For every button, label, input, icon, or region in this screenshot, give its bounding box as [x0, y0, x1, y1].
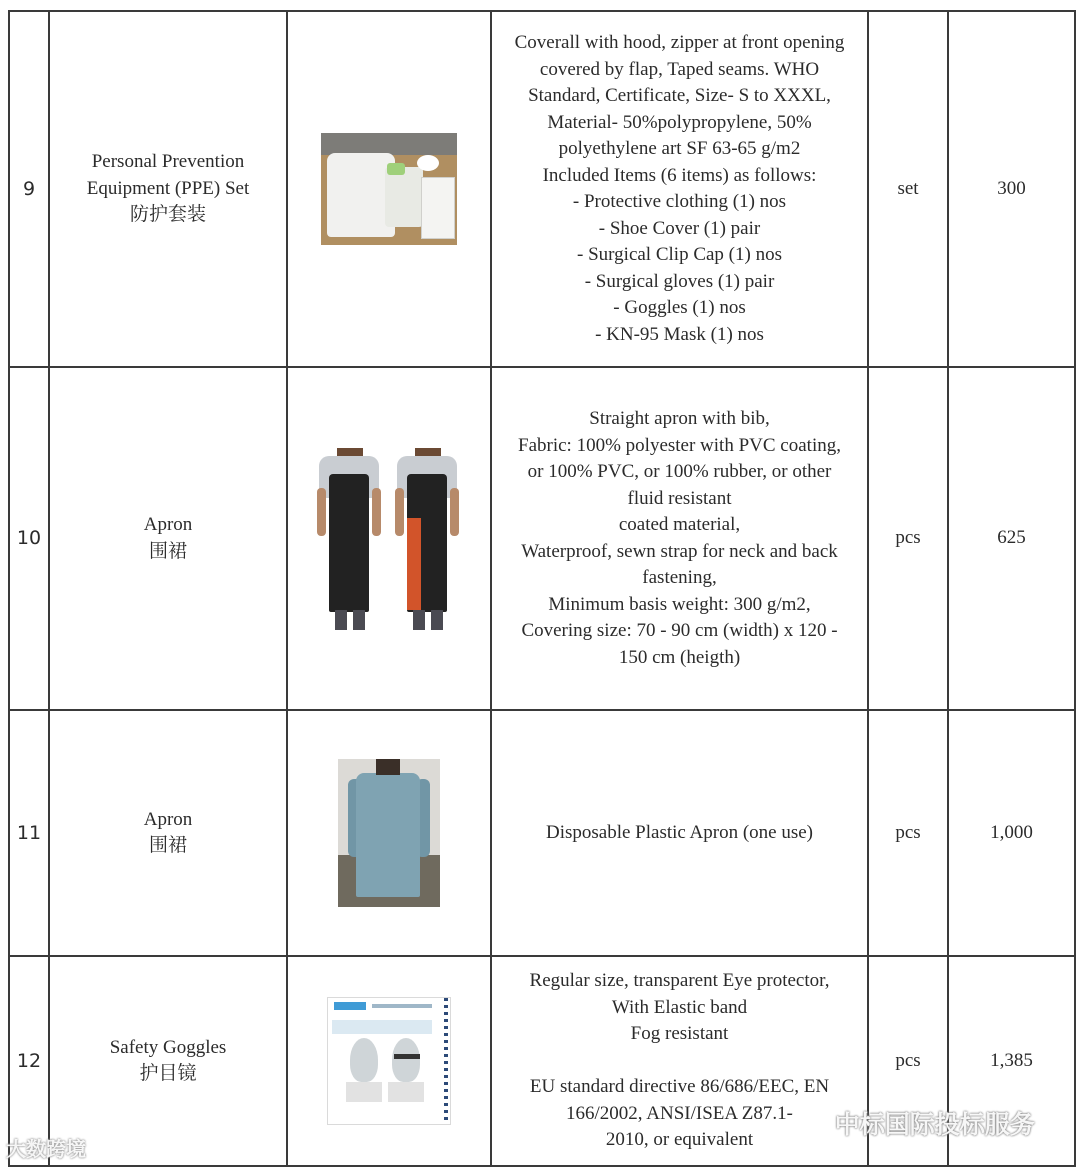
- item-quantity: 1,000: [948, 710, 1075, 956]
- item-name: [49, 11, 287, 367]
- item-photo-cell: [287, 11, 491, 367]
- item-name-cn: 防护套装: [129, 204, 206, 226]
- black-pvc-apron-photo: [315, 448, 463, 630]
- item-unit: pcs: [868, 367, 948, 710]
- item-quantity: 1,385: [948, 956, 1075, 1166]
- watermark-right: [790, 1105, 1035, 1142]
- item-description: Coverall with hood, zipper at front opening covered by flap, Taped seams. WHO Standard, Certificate, Size- S to XXXL, Material- 50%polypropylene, 50% polyethylene art SF 63-65 g/m2 Included Items (6 items) as follows: - Protective clothing (1) nos - Shoe Cover (1) pair - Surgical Clip Cap (1) nos - Surgical gloves (1) pair - Goggles (1) nos - KN-95 Mask (1) nos: [491, 11, 868, 367]
- item-unit: set: [868, 11, 948, 367]
- item-unit: pcs: [868, 710, 948, 956]
- item-name-en: Apron: [143, 514, 193, 535]
- item-photo-cell: [287, 956, 491, 1166]
- table-row: [9, 11, 1075, 367]
- item-name-en: Apron: [143, 808, 193, 830]
- item-number: 10: [9, 367, 49, 710]
- item-description: Straight apron with bib, Fabric: 100% polyester with PVC coating, or 100% PVC, or 100% rubber, or other fluid resistant coated material, Waterproof, sewn strap for neck and back fastening, Minimum basis weight: 300 g/m2, Covering size: 70 - 90 cm (width) x 120 - 150 cm (heigth): [491, 367, 868, 710]
- safety-goggles-photo: [327, 997, 451, 1125]
- ppe-kit-photo: [321, 133, 457, 245]
- items-table: [8, 10, 1076, 1167]
- item-unit: pcs: [868, 956, 948, 1166]
- item-number: 9: [9, 11, 49, 367]
- item-photo-cell: [287, 367, 491, 710]
- item-quantity: 625: [948, 367, 1075, 710]
- item-name-en: Safety Goggles: [109, 1036, 227, 1058]
- watermark-right-text: 中标国际投标服务: [834, 1110, 1035, 1139]
- item-description: Regular size, transparent Eye protector, With Elastic band Fog resistant EU standard directive 86/686/EEC, EN 166/2002, ANSI/ISEA Z87.1- 2010, or equivalent: [491, 956, 868, 1166]
- item-name: [49, 710, 287, 956]
- table-row: [9, 710, 1075, 956]
- item-number: 12: [9, 956, 49, 1166]
- watermark-left-text: 大数跨境: [6, 1137, 86, 1161]
- table-row: [9, 367, 1075, 710]
- disposable-apron-photo: [338, 759, 440, 907]
- item-quantity: 300: [948, 11, 1075, 367]
- item-number: 11: [9, 710, 49, 956]
- item-name-cn: 护目镜: [139, 1063, 197, 1084]
- item-name: [49, 367, 287, 710]
- wechat-icon: [790, 1110, 820, 1142]
- item-name-en: Personal Prevention Equipment (PPE) Set: [86, 151, 250, 199]
- item-photo-cell: [287, 710, 491, 956]
- item-name-cn: 围裙: [148, 540, 187, 562]
- item-name-cn: 围裙: [148, 835, 187, 856]
- watermark-left: [6, 1133, 86, 1162]
- item-description: Disposable Plastic Apron (one use): [491, 710, 868, 956]
